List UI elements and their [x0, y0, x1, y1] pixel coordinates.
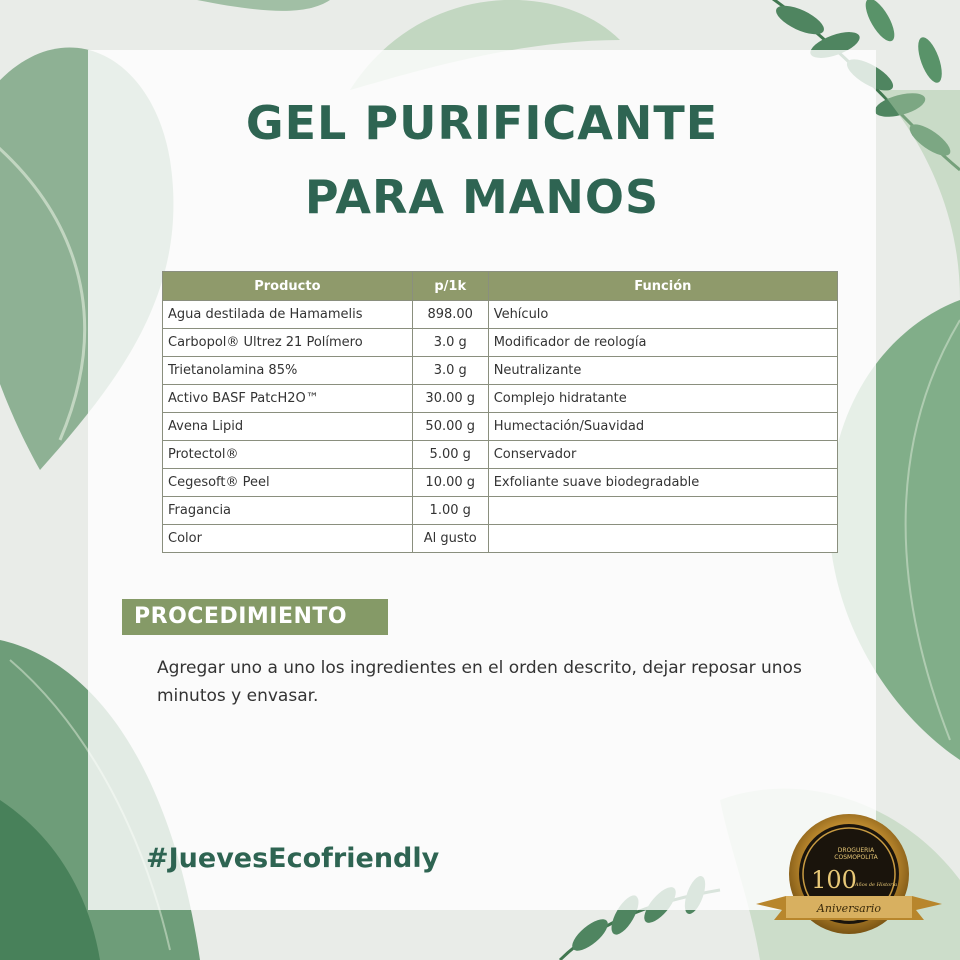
cell-producto: Trietanolamina 85% [163, 357, 413, 385]
table-row [163, 301, 838, 329]
table-row [163, 497, 838, 525]
seal-small-text: Años de Historia [854, 882, 898, 888]
leaf-right-light [880, 90, 960, 300]
procedure-heading: PROCEDIMIENTO [122, 599, 388, 635]
cell-producto: Fragancia [163, 497, 413, 525]
cell-producto: Protectol® [163, 441, 413, 469]
table-row [163, 357, 838, 385]
ingredients-table [162, 271, 838, 553]
table-row [163, 525, 838, 553]
table-row [163, 469, 838, 497]
cell-amount: 30.00 g [412, 385, 488, 413]
header-funcion: Función [488, 272, 837, 301]
cell-producto: Color [163, 525, 413, 553]
cell-producto: Agua destilada de Hamamelis [163, 301, 413, 329]
cell-producto: Carbopol® Ultrez 21 Polímero [163, 329, 413, 357]
cell-funcion: Neutralizante [488, 357, 837, 385]
cell-funcion: Vehículo [488, 301, 837, 329]
cell-amount: 1.00 g [412, 497, 488, 525]
seal-brand-2: COSMOPOLITA [834, 854, 878, 861]
cell-amount: Al gusto [412, 525, 488, 553]
table-row [163, 329, 838, 357]
cell-funcion: Complejo hidratante [488, 385, 837, 413]
cell-funcion: Modificador de reología [488, 329, 837, 357]
cell-amount: 10.00 g [412, 469, 488, 497]
table-row [163, 413, 838, 441]
cell-funcion: Conservador [488, 441, 837, 469]
seal-ribbon-text: Aniversario [816, 902, 882, 915]
cell-amount: 3.0 g [412, 329, 488, 357]
seal-brand-1: DROGUERIA [837, 847, 875, 854]
cell-amount: 898.00 [412, 301, 488, 329]
cell-amount: 5.00 g [412, 441, 488, 469]
cell-funcion [488, 497, 837, 525]
cell-amount: 3.0 g [412, 357, 488, 385]
cell-funcion: Humectación/Suavidad [488, 413, 837, 441]
cell-amount: 50.00 g [412, 413, 488, 441]
table-row [163, 441, 838, 469]
title-line-2: PARA MANOS [304, 170, 660, 224]
table-row [163, 385, 838, 413]
table-header-row [163, 272, 838, 301]
leaf-top-center [150, 0, 330, 11]
header-p1k: p/1k [412, 272, 488, 301]
anniversary-seal-logo [756, 812, 942, 942]
cell-funcion [488, 525, 837, 553]
cell-producto: Activo BASF PatcH2O™ [163, 385, 413, 413]
cell-producto: Avena Lipid [163, 413, 413, 441]
seal-number: 100 [811, 866, 857, 894]
cell-funcion: Exfoliante suave biodegradable [488, 469, 837, 497]
header-producto: Producto [163, 272, 413, 301]
title-line-1: GEL PURIFICANTE [245, 96, 719, 150]
hashtag: #JuevesEcofriendly [146, 843, 440, 874]
cell-producto: Cegesoft® Peel [163, 469, 413, 497]
procedure-text: Agregar uno a uno los ingredientes en el orden descrito, dejar reposar unos minutos y envasar. [157, 658, 802, 706]
